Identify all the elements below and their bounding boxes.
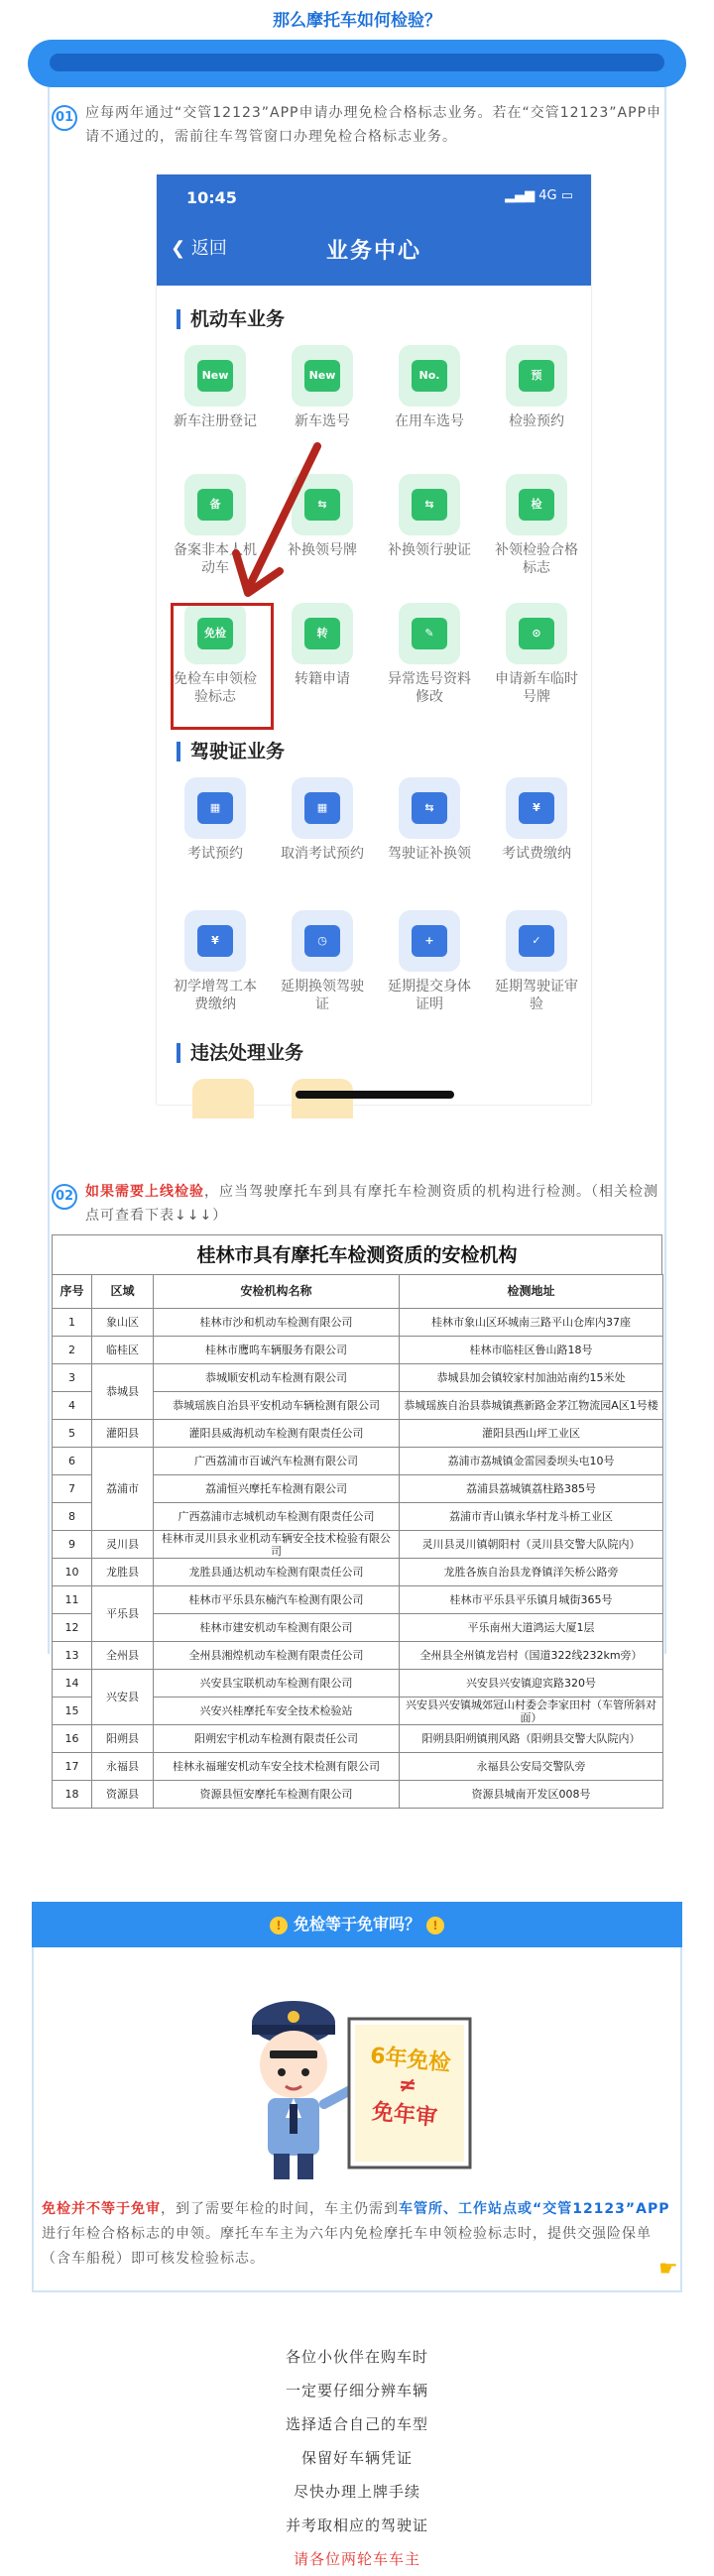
- service-label: 取消考试预约: [281, 846, 364, 862]
- service-icon: [399, 910, 460, 972]
- table-row: [53, 1725, 663, 1753]
- service-item[interactable]: [492, 474, 581, 577]
- table-row: [53, 1364, 663, 1392]
- service-glyph: 转: [304, 618, 340, 649]
- service-item[interactable]: [171, 777, 260, 863]
- table-cell: 11: [53, 1586, 92, 1614]
- service-icon: [184, 345, 246, 407]
- table-cell: 龙胜县: [92, 1559, 154, 1586]
- table-cell: 恭城瑶族自治县恭城镇燕新路金茅江物流园A区1号楼: [400, 1392, 663, 1420]
- table-cell: 龙胜县通达机动车检测有限责任公司: [154, 1559, 400, 1586]
- table-row: [53, 1642, 663, 1670]
- table-row: [53, 1586, 663, 1614]
- service-glyph: 备: [197, 489, 233, 521]
- table-title: 桂林市具有摩托车检测资质的安检机构: [52, 1234, 662, 1274]
- table-cell: 临桂区: [92, 1337, 154, 1364]
- badge-line1: 6年免检: [368, 2043, 452, 2077]
- table-cell: 10: [53, 1559, 92, 1586]
- table-cell: 广西荔浦市志城机动车检测有限责任公司: [154, 1503, 400, 1531]
- service-item[interactable]: [278, 345, 367, 430]
- service-item[interactable]: [492, 345, 581, 430]
- service-glyph: ▦: [304, 792, 340, 824]
- network-label: 4G: [538, 188, 557, 203]
- service-label: 申请新车临时号牌: [495, 671, 578, 705]
- service-label: 异常选号资料修改: [388, 671, 471, 705]
- badge-line3: 免年审: [370, 2099, 438, 2132]
- tip-line: 保留好车辆凭证: [300, 2449, 413, 2467]
- table-cell: 兴安县兴安镇城郊冠山村委会李家田村（车管所斜对面）: [400, 1698, 663, 1725]
- arrow-pointer-icon: [228, 436, 337, 605]
- table-row: [53, 1559, 663, 1586]
- table-cell: 阳朔县阳朔镇荆风路（阳朔县交警大队院内）: [400, 1725, 663, 1753]
- table-cell: 荔浦市荔城镇金雷园委坝头屯10号: [400, 1448, 663, 1475]
- table-cell: 资源县: [92, 1781, 154, 1809]
- table-cell: 全州县湘煌机动车检测有限责任公司: [154, 1642, 400, 1670]
- service-label: 检验预约: [509, 413, 564, 429]
- service-label: 驾驶证补换领: [388, 846, 471, 862]
- section-title-motor: 机动车业务: [177, 309, 285, 329]
- table-grid: [52, 1274, 663, 1809]
- app-header: [157, 175, 591, 286]
- tip-line: 并考取相应的驾驶证: [285, 2517, 428, 2534]
- table-header-cell: 安检机构名称: [154, 1275, 400, 1309]
- service-glyph: 预: [519, 360, 554, 392]
- service-icon: [506, 777, 567, 839]
- service-label: 转籍申请: [295, 671, 350, 687]
- table-cell: 灌阳县: [92, 1420, 154, 1448]
- service-label: 新车注册登记: [174, 413, 257, 429]
- badge-line2: ≠: [397, 2072, 418, 2099]
- table-cell: 桂林市沙和机动车检测有限公司: [154, 1309, 400, 1337]
- service-label: 补换领行驶证: [388, 542, 471, 558]
- table-cell: 3: [53, 1364, 92, 1392]
- service-icon: [506, 345, 567, 407]
- service-label: 在用车选号: [395, 413, 464, 429]
- home-indicator: [296, 1091, 454, 1099]
- service-icon: [399, 474, 460, 535]
- service-icon: [506, 474, 567, 535]
- table-cell: 8: [53, 1503, 92, 1531]
- table-cell: 兴安县兴安镇迎宾路320号: [400, 1670, 663, 1698]
- service-item[interactable]: [385, 910, 474, 1013]
- service-glyph: ⇆: [412, 489, 447, 521]
- service-item[interactable]: [492, 910, 581, 1013]
- table-cell: 兴安兴桂摩托车安全技术检验站: [154, 1698, 400, 1725]
- table-cell: 5: [53, 1420, 92, 1448]
- table-cell: 恭城瑶族自治县平安机动车辆检测有限公司: [154, 1392, 400, 1420]
- table-cell: 阳朔县: [92, 1725, 154, 1753]
- badge-text: [349, 2037, 466, 2134]
- table-cell: 桂林市平乐县东楠汽车检测有限公司: [154, 1586, 400, 1614]
- table-cell: 7: [53, 1475, 92, 1503]
- banner-inner-bar: [50, 54, 664, 71]
- table-cell: 广西荔浦市百诚汽车检测有限公司: [154, 1448, 400, 1475]
- service-item[interactable]: [171, 345, 260, 430]
- table-cell: 龙胜各族自治县龙脊镇洋矢桥公路旁: [400, 1559, 663, 1586]
- lightbulb-icon: !: [270, 1917, 288, 1934]
- service-label: 延期驾驶证审验: [495, 979, 578, 1012]
- service-label: 考试费缴纳: [502, 846, 571, 862]
- table-cell: 桂林市鹰呜车辆服务有限公司: [154, 1337, 400, 1364]
- violation-icon: [292, 1079, 353, 1118]
- table-cell: 12: [53, 1614, 92, 1642]
- service-icon: [399, 777, 460, 839]
- service-icon: [399, 603, 460, 664]
- table-cell: 荔浦县荔城镇荔柱路385号: [400, 1475, 663, 1503]
- table-cell: 灌阳县威海机动车检测有限责任公司: [154, 1420, 400, 1448]
- service-glyph: 免检: [197, 618, 233, 649]
- table-cell: 桂林市临桂区鲁山路18号: [400, 1337, 663, 1364]
- service-icon: [506, 910, 567, 972]
- tip-line: 一定要仔细分辨车辆: [285, 2382, 428, 2400]
- table-cell: 平乐南州大道鸿运大厦1层: [400, 1614, 663, 1642]
- status-indicators: ▂▄▆ 4G ▭: [505, 188, 573, 203]
- service-glyph: ⇆: [304, 489, 340, 521]
- table-cell: 桂林永福璀安机动车安全技术检测有限公司: [154, 1753, 400, 1781]
- inspection-table: [52, 1234, 662, 1809]
- table-cell: 永福县公安局交警队旁: [400, 1753, 663, 1781]
- service-glyph: 检: [519, 489, 554, 521]
- table-cell: 桂林市建安机动车检测有限公司: [154, 1614, 400, 1642]
- table-cell: 象山区: [92, 1309, 154, 1337]
- section2-highlight: 如果需要上线检验: [85, 1184, 204, 1200]
- section3-highlight: 免检并不等于免审: [42, 2201, 161, 2217]
- table-row: [53, 1670, 663, 1698]
- table-cell: 恭城县: [92, 1364, 154, 1420]
- service-label: 免检车申领检验标志: [174, 671, 257, 705]
- service-item[interactable]: [385, 603, 474, 706]
- table-row: [53, 1337, 663, 1364]
- section1-text: 应每两年通过“交管12123”APP申请办理免检合格标志业务。若在“交管12123”APP申请不通过的，需前往车驾管窗口办理免检合格标志业务。: [85, 105, 662, 145]
- service-item[interactable]: [492, 603, 581, 706]
- table-cell: 9: [53, 1531, 92, 1559]
- service-item[interactable]: [278, 910, 367, 1013]
- service-label: 新车选号: [295, 413, 350, 429]
- service-item[interactable]: [385, 777, 474, 863]
- service-glyph: ⊙: [519, 618, 554, 649]
- section-number-badge: 01: [52, 105, 77, 131]
- table-header-cell: 序号: [53, 1275, 92, 1309]
- table-row: [53, 1309, 663, 1337]
- table-cell: 兴安县: [92, 1670, 154, 1725]
- table-cell: 资源县城南开发区008号: [400, 1781, 663, 1809]
- service-icon: [184, 777, 246, 839]
- table-row: [53, 1781, 663, 1809]
- table-cell: 14: [53, 1670, 92, 1698]
- service-glyph: ▦: [197, 792, 233, 824]
- service-item[interactable]: [171, 910, 260, 1013]
- service-icon: [292, 910, 353, 972]
- service-icon: [292, 777, 353, 839]
- info-card-title: 免检等于免审吗？: [293, 1915, 420, 1933]
- table-cell: 资源县恒安摩托车检测有限公司: [154, 1781, 400, 1809]
- table-cell: 荔浦市青山镇永华村龙斗桥工业区: [400, 1503, 663, 1531]
- service-glyph: ✎: [412, 618, 447, 649]
- table-row: [53, 1448, 663, 1475]
- service-label: 延期换领驾驶证: [281, 979, 364, 1012]
- section-number-badge: 02: [52, 1184, 77, 1210]
- service-item[interactable]: [492, 777, 581, 863]
- service-label: 延期提交身体证明: [388, 979, 471, 1012]
- service-glyph: New: [304, 360, 340, 392]
- table-cell: 永福县: [92, 1753, 154, 1781]
- table-cell: 灌阳县西山坪工业区: [400, 1420, 663, 1448]
- table-cell: 1: [53, 1309, 92, 1337]
- service-icon: [292, 603, 353, 664]
- table-header-row: [53, 1275, 663, 1309]
- table-cell: 平乐县: [92, 1586, 154, 1642]
- section-title-violation: 违法处理业务: [177, 1043, 303, 1063]
- table-body: [53, 1309, 663, 1809]
- service-glyph: No.: [412, 360, 447, 392]
- table-cell: 全州县全州镇龙岩村（国道322线232km旁）: [400, 1642, 663, 1670]
- section3-body1: ，到了需要年检的时间，车主仍需到: [161, 2201, 399, 2217]
- service-glyph: +: [412, 925, 447, 957]
- tip-line: 选择适合自己的车型: [285, 2415, 428, 2433]
- service-icon: [292, 345, 353, 407]
- lightbulb-icon: !: [426, 1917, 444, 1934]
- table-cell: 恭城顺安机动车检测有限公司: [154, 1364, 400, 1392]
- table-cell: 4: [53, 1392, 92, 1420]
- table-cell: 15: [53, 1698, 92, 1725]
- table-row: [53, 1753, 663, 1781]
- table-cell: 17: [53, 1753, 92, 1781]
- table-cell: 荔浦恒兴摩托车检测有限公司: [154, 1475, 400, 1503]
- violation-icon: [192, 1079, 254, 1118]
- table-cell: 桂林市灵川县永业机动车辆安全技术检验有限公司: [154, 1531, 400, 1559]
- app-title: 业务中心: [325, 239, 421, 264]
- service-item[interactable]: [385, 345, 474, 430]
- service-label: 考试预约: [187, 846, 243, 862]
- service-label: 补换领号牌: [288, 542, 357, 558]
- service-glyph: ✓: [519, 925, 554, 957]
- service-label: 补领检验合格标志: [495, 542, 578, 576]
- service-glyph: ¥: [519, 792, 554, 824]
- info-card-header: [32, 1902, 682, 1947]
- table-cell: 桂林市象山区环城南三路平山仓库内37座: [400, 1309, 663, 1337]
- tip-line: 请各位两轮车车主: [293, 2550, 420, 2568]
- table-cell: 荔浦市: [92, 1448, 154, 1531]
- closing-tips: [0, 2340, 714, 2576]
- service-icon: [506, 603, 567, 664]
- table-row: [53, 1420, 663, 1448]
- table-header-cell: 检测地址: [400, 1275, 663, 1309]
- table-cell: 灵川县灵川镇朝阳村（灵川县交警大队院内）: [400, 1531, 663, 1559]
- table-row: [53, 1531, 663, 1559]
- section-title-license: 驾驶证业务: [177, 742, 285, 761]
- service-glyph: ¥: [197, 925, 233, 957]
- service-glyph: ⇆: [412, 792, 447, 824]
- service-icon: [399, 345, 460, 407]
- service-item[interactable]: [278, 777, 367, 863]
- service-glyph: New: [197, 360, 233, 392]
- table-cell: 18: [53, 1781, 92, 1809]
- table-cell: 全州县: [92, 1642, 154, 1670]
- table-cell: 兴安县宝联机动车检测有限公司: [154, 1670, 400, 1698]
- page-title: 那么摩托车如何检验？: [273, 11, 441, 31]
- hand-icon: ☛: [658, 2257, 678, 2282]
- service-icon: [184, 910, 246, 972]
- tip-line: 各位小伙伴在购车时: [285, 2348, 428, 2366]
- status-time: 10:45: [186, 188, 237, 207]
- tip-line: 尽快办理上牌手续: [293, 2483, 420, 2501]
- service-glyph: ◷: [304, 925, 340, 957]
- service-label: 初学增驾工本费缴纳: [174, 979, 257, 1012]
- table-cell: 2: [53, 1337, 92, 1364]
- service-label: 备案非本人机动车: [174, 542, 257, 576]
- table-header-cell: 区域: [92, 1275, 154, 1309]
- table-cell: 阳朔宏宇机动车检测有限责任公司: [154, 1725, 400, 1753]
- section3-body2: 进行年检合格标志的申领。摩托车车主为六年内免检摩托车申领检验标志时，提供交强险保单（含车船税）即可核发检验标志。: [42, 2226, 652, 2267]
- section2-body: ，应当驾驶摩托车到具有摩托车检测资质的机构进行检测。（相关检测点可查看下表↓↓↓）: [85, 1184, 658, 1224]
- table-cell: 灵川县: [92, 1531, 154, 1559]
- section3-blue: 车管所、工作站点或“交管12123”APP: [399, 2201, 670, 2217]
- back-chevron-icon: ❮: [171, 238, 186, 259]
- banner-decoration: [28, 40, 686, 87]
- table-cell: 13: [53, 1642, 92, 1670]
- table-cell: 16: [53, 1725, 92, 1753]
- back-label: 返回: [190, 238, 227, 259]
- section3-text: [42, 2197, 672, 2272]
- highlight-box: [171, 603, 274, 730]
- table-cell: 桂林市平乐县平乐镇月城街365号: [400, 1586, 663, 1614]
- table-cell: 6: [53, 1448, 92, 1475]
- table-cell: 恭城县加会镇较家村加油站南约15米处: [400, 1364, 663, 1392]
- service-item[interactable]: [278, 603, 367, 688]
- section2-text: [85, 1180, 662, 1228]
- service-item[interactable]: [385, 474, 474, 559]
